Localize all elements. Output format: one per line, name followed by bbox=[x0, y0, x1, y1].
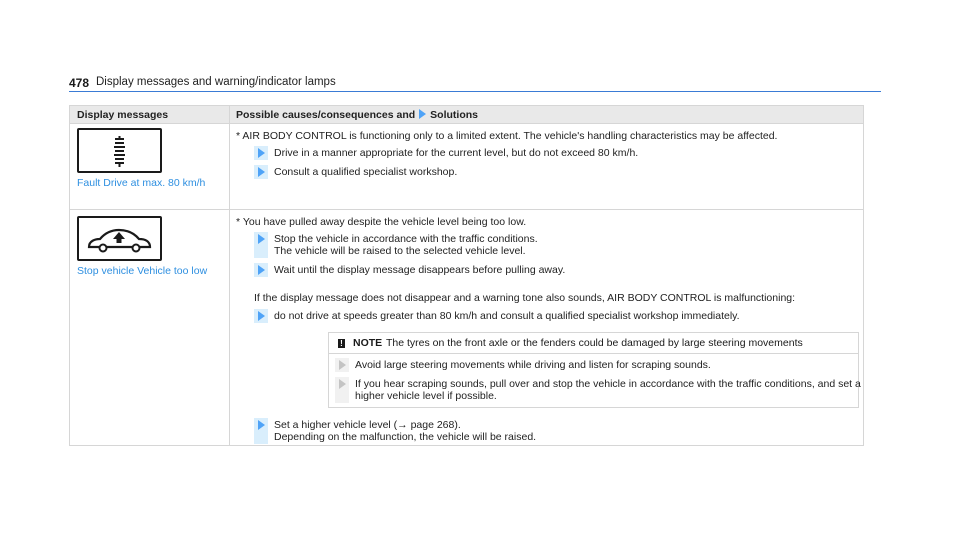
solution-arrow-icon bbox=[254, 146, 268, 160]
condition-text: If the display message does not disappear and a warning tone also sounds, AIR BODY CONTROL is malfunctioning: bbox=[254, 292, 796, 304]
warning-icon: ! bbox=[338, 339, 345, 348]
solution-arrow-icon bbox=[254, 165, 268, 179]
column-header-causes: Possible causes/consequences and bbox=[236, 109, 416, 121]
solution-arrow-icon bbox=[254, 263, 268, 277]
note-header bbox=[329, 333, 858, 354]
display-messages-table: Display messages Possible causes/consequences and Solutions Fault Drive at max. 80 km/h * AIR BODY CONTROL is functioning only to a limited extent. The vehicle's handling characteristics may be affected. Drive in a manner appropriate for the current level, but do not exceed 80 km/h. Consult a qualified specialist workshop. Stop vehicle Vehicle too low * You have pulled away despite the vehicle level being too low. Stop the vehicle in accordance with the traffic conditions. The vehicle will be raised to the selected vehicle level. Wait until the display message disappears before pulling away. If the display message does not disappear and a warning tone also sounds, AIR BODY CONTROL is malfunctioning: do not drive at speeds greater than 80 km/h and consult a qualified specialist workshop immediately. ! NOTE The tyres on the front axle or the fenders could be damaged by large steering movements Avoid large steering movements while driving and listen for scraping sounds. If you hear scraping sounds, pull over and stop the vehicle in accordance with the traffic conditions, and set a higher vehicle level if possible. Set a higher vehicle level (→ page 268). Depending on the malfunction, the vehicle will be raised. bbox=[69, 105, 864, 446]
solution-arrow-icon bbox=[254, 232, 268, 258]
display-message-fault: Fault Drive at max. 80 km/h bbox=[77, 177, 206, 189]
column-divider bbox=[229, 106, 230, 445]
column-header-display-messages: Display messages bbox=[77, 109, 169, 121]
display-message-stop: Stop vehicle Vehicle too low bbox=[77, 265, 208, 277]
page-number: 478 bbox=[69, 76, 90, 90]
column-header-solutions: Solutions bbox=[430, 109, 479, 121]
page-header-title: Display messages and warning/indicator lamps bbox=[96, 76, 336, 88]
row-divider bbox=[70, 209, 863, 210]
cause-text: * You have pulled away despite the vehicle level being too low. bbox=[236, 216, 527, 228]
solution-arrow-icon bbox=[419, 109, 426, 119]
page-header bbox=[69, 75, 881, 93]
note-arrow-icon bbox=[335, 377, 349, 403]
vehicle-raise-icon bbox=[77, 216, 162, 261]
note-text: The tyres on the front axle or the fenders could be damaged by large steering movements bbox=[386, 337, 803, 349]
column-header-causes-solutions bbox=[236, 109, 478, 121]
solution-arrow-icon bbox=[254, 418, 268, 444]
note-title: NOTE bbox=[353, 337, 383, 349]
header-rule bbox=[69, 91, 881, 92]
solution-arrow-icon bbox=[254, 309, 268, 323]
note-arrow-icon bbox=[335, 358, 349, 372]
cause-text: * AIR BODY CONTROL is functioning only to a limited extent. The vehicle's handling characteristics may be affected. bbox=[236, 130, 778, 142]
air-suspension-icon bbox=[77, 128, 162, 173]
table-header-row bbox=[70, 106, 863, 124]
note-box: ! NOTE The tyres on the front axle or the fenders could be damaged by large steering movements Avoid large steering movements while driving and listen for scraping sounds. If you hear scraping sounds, pull over and stop the vehicle in accordance with the traffic conditions, and set a higher vehicle level if possible. bbox=[328, 332, 859, 408]
